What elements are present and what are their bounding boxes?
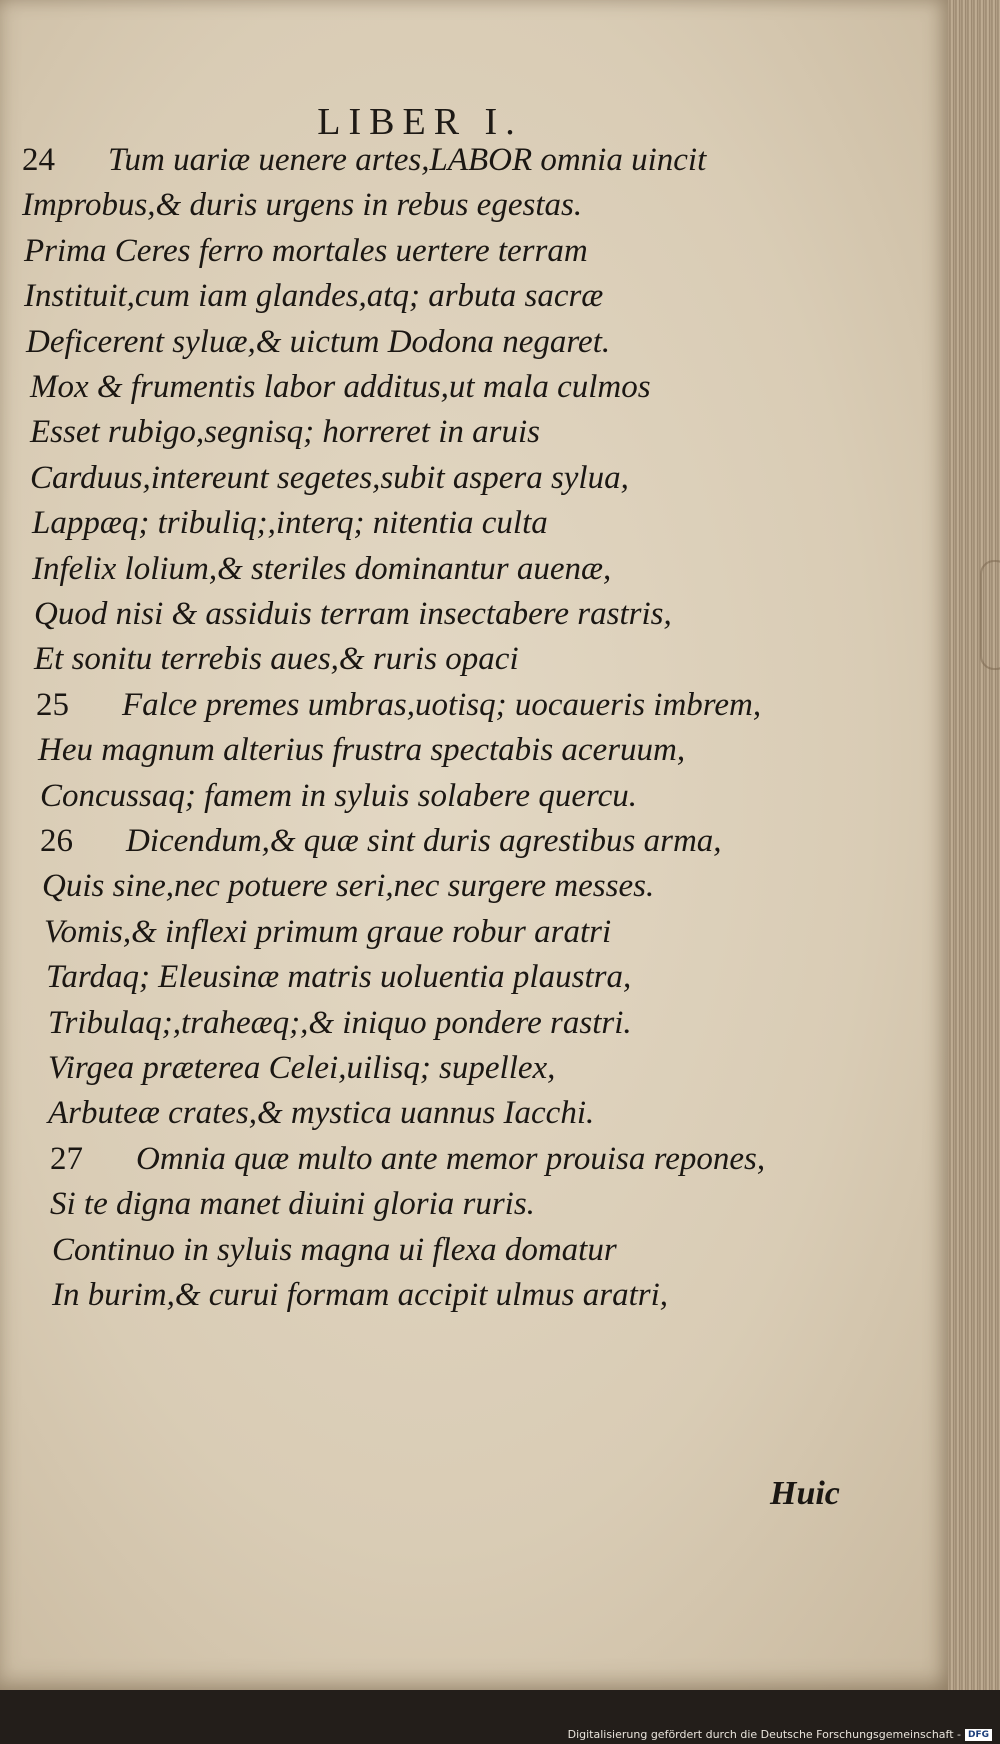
verse-text: Infelix lolium,& steriles dominantur auenæ, [32, 550, 612, 587]
verse-line [30, 369, 930, 406]
verse-text: Virgea præterea Celei,uilisq; supellex, [48, 1050, 556, 1086]
clasp-mark [980, 560, 1000, 670]
verse-line [34, 641, 934, 678]
book-page-edges [948, 0, 1000, 1744]
verse-text: Continuo in syluis magna ui flexa domatur [52, 1231, 617, 1268]
verse-text: Dicendum,& quæ sint duris agrestibus arma, [126, 823, 722, 859]
verse-line [52, 1277, 952, 1314]
verse-line [24, 278, 924, 315]
verse-line [36, 687, 936, 724]
verse-number: 25 [36, 686, 69, 723]
verse-line [40, 778, 940, 815]
verse-text: Tardaq; Eleusinæ matris uoluentia plaustra, [46, 959, 632, 996]
verse-line [30, 414, 930, 451]
verse-number: 27 [50, 1140, 83, 1177]
verse-line [32, 551, 932, 588]
verse-line [48, 1005, 948, 1042]
verse-text: In burim,& curui formam accipit ulmus aratri, [52, 1277, 668, 1313]
verse-text: Prima Ceres ferro mortales uertere terram [24, 232, 588, 269]
verse-line [46, 959, 946, 996]
verse-line [50, 1186, 950, 1223]
verse-line [40, 823, 940, 860]
verse-line [34, 596, 934, 633]
verse-line [24, 233, 924, 270]
verse-line [52, 1232, 952, 1269]
verse-line [22, 142, 922, 179]
verse-text: Esset rubigo,segnisq; horreret in aruis [30, 414, 540, 451]
verse-text: Deficerent syluæ,& uictum Dodona negaret. [26, 323, 611, 360]
verse-text: Omnia quæ multo ante memor prouisa repones, [136, 1140, 766, 1177]
verse-line [50, 1141, 950, 1178]
verse-line [38, 732, 938, 769]
verse-text: Vomis,& inflexi primum graue robur aratri [44, 913, 612, 950]
verse-line [48, 1095, 948, 1132]
verse-text: Improbus,& duris urgens in rebus egestas. [22, 187, 583, 224]
verse-number: 26 [40, 823, 73, 859]
verse-line [32, 505, 932, 542]
verse-text: Concussaq; famem in syluis solabere quercu. [40, 777, 637, 814]
verse-text: Falce premes umbras,uotisq; uocaueris imbrem, [122, 686, 762, 723]
footer-text: Digitalisierung gefördert durch die Deutsche Forschungsgemeinschaft - [567, 1728, 961, 1741]
verse-text: Instituit,cum iam glandes,atq; arbuta sacræ [24, 278, 604, 315]
verse-text: Tum uariæ uenere artes,LABOR omnia uincit [108, 142, 707, 178]
dfg-logo: DFG [965, 1729, 992, 1741]
verse-text: Lappæq; tribuliq;,interq; nitentia culta [32, 505, 548, 542]
verse-line [48, 1050, 948, 1087]
verse-text: Arbuteæ crates,& mystica uannus Iacchi. [48, 1095, 595, 1132]
verse-line [42, 868, 942, 905]
verse-text: Carduus,intereunt segetes,subit aspera sylua, [30, 459, 629, 496]
verse-text: Quis sine,nec potuere seri,nec surgere messes. [42, 868, 655, 905]
verse-text: Si te digna manet diuini gloria ruris. [50, 1186, 535, 1223]
verse-line [26, 324, 926, 361]
running-head: LIBER I. [317, 101, 523, 143]
verse-text: Tribulaq;,traheæq;,& iniquo pondere rastri. [48, 1004, 632, 1041]
verse-text: Quod nisi & assiduis terram insectabere rastris, [34, 596, 672, 632]
verse-text: Mox & frumentis labor additus,ut mala culmos [30, 369, 651, 405]
catchword: Huic [770, 1475, 840, 1512]
verse-text: Et sonitu terrebis aues,& ruris opaci [34, 641, 519, 678]
verse-line [44, 914, 944, 951]
verse-number: 24 [22, 142, 55, 178]
verse-line [30, 460, 930, 497]
verse-text: Heu magnum alterius frustra spectabis aceruum, [38, 732, 686, 769]
verse-line [22, 187, 922, 224]
digitization-footer [568, 1728, 992, 1741]
